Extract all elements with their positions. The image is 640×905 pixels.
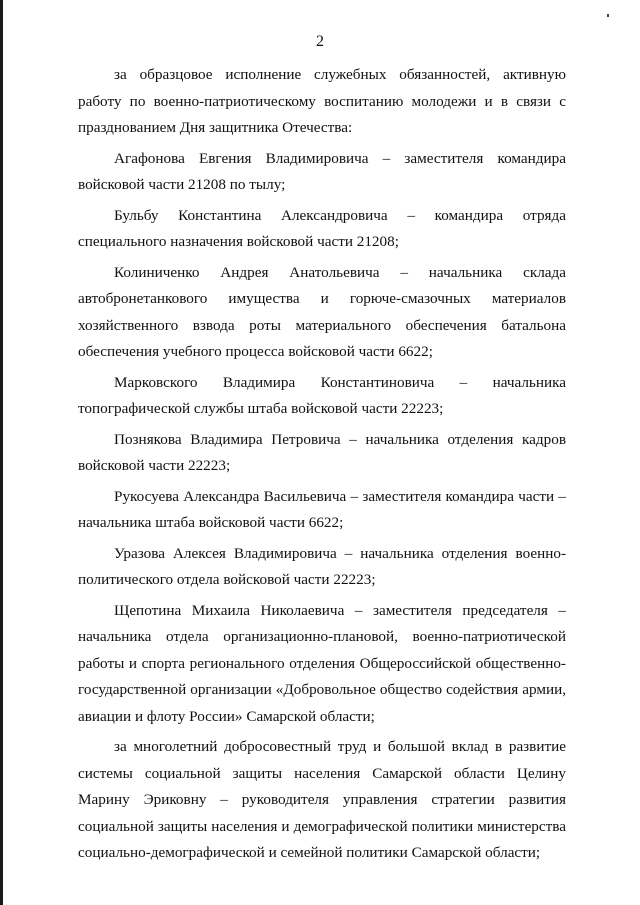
paragraph-agafonov: Агафонова Евгения Владимировича – заместителя командира войсковой части 21208 по тылу; [78, 149, 566, 193]
paragraph-intro-defenders-day: за образцовое исполнение служебных обязанностей, активную работу по военно-патриотическому воспитанию молодежи и в связи с празднованием Дня защитника Отечества: [78, 66, 566, 136]
paragraph-poznyakov: Познякова Владимира Петровича – начальника отделения кадров войсковой части 22223; [78, 430, 566, 474]
paragraph-kolinichenko: Колиниченко Андрея Анатольевича – начальника склада автобронетанкового имущества и горюче-смазочных материалов хозяйственного взвода роты материального обеспечения батальона обеспечения учебного процесса войсковой части 6622; [78, 263, 566, 360]
scan-speck [607, 14, 609, 17]
paragraph-shchepotin: Щепотина Михаила Николаевича – заместителя председателя – начальника отдела организационно-плановой, военно-патриотической работы и спорта регионального отделения Общероссийской общественно-государственной организации «Добровольное общество содействия армии, авиации и флоту России» Самарской области; [78, 601, 566, 725]
paragraph-tselina: за многолетний добросовестный труд и большой вклад в развитие системы социальной защиты населения Самарской области Целину Марину Эриковну – руководителя управления стратегии развития социальной защиты населения и демографической политики министерства социально-демографической и семейной политики Самарской области; [78, 738, 566, 861]
document-body [78, 62, 566, 871]
page-number: 2 [316, 33, 324, 50]
paragraph-urazov: Уразова Алексея Владимировича – начальника отделения военно-политического отдела войсковой части 22223; [78, 544, 566, 588]
paragraph-bulba: Бульбу Константина Александровича – командира отряда специального назначения войсковой части 21208; [78, 206, 566, 250]
paragraph-markovsky: Марковского Владимира Константиновича – начальника топографической службы штаба войсковой части 22223; [78, 373, 566, 417]
scan-edge [0, 0, 3, 905]
paragraph-rukosuev: Рукосуева Александра Васильевича – заместителя командира части – начальника штаба войсковой части 6622; [78, 487, 566, 531]
